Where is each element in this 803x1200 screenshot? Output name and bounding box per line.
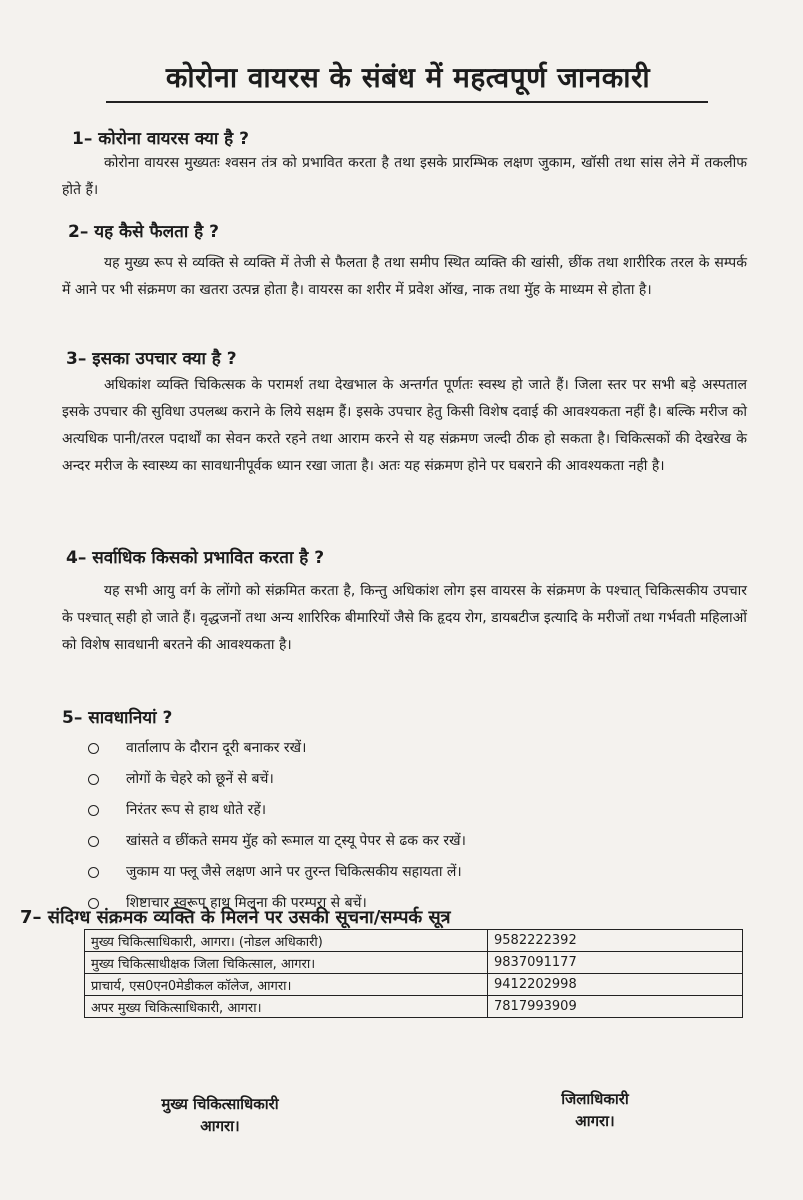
list-item-text: शिष्टाचार स्वरूप हाथ मिलना की परम्परा से बचें। [126,895,367,911]
precautions-heading: 5– सावधानियां ? [62,708,173,728]
table-row [85,974,743,996]
signature-right [500,1088,690,1132]
title-underline [106,101,708,103]
signature-left-designation: मुख्य चिकित्साधिकारी [161,1095,279,1113]
table-row [85,952,743,974]
bullet-circle-icon [88,805,99,816]
section-1-text: कोरोना वायरस मुख्यतः श्वसन तंत्र को प्रभावित करता है तथा इसके प्रारम्भिक लक्षण जुकाम, खॉसी तथा सांस लेने में तकलीफ होते हैं। [62,155,747,198]
section-2-text: यह मुख्य रूप से व्यक्ति से व्यक्ति में तेजी से फैलता है तथा समीप स्थित व्यक्ति की खांसी, छींक तथा शारीरिक तरल के सम्पर्क में आने पर भी संक्रमण का खतरा उत्पन्न होता है। वायरस का शरीर में प्रवेश ऑख, नाक तथा मुॅह के माध्यम से होता है। [62,255,747,298]
list-item-text: खांसते व छींकते समय मुॅह को रूमाल या ट्स्यू पेपर से ढक कर रखें। [126,833,466,849]
bullet-circle-icon [88,743,99,754]
section-4-heading: 4– सर्वाधिक किसको प्रभावित करता है ? [66,548,325,568]
contact-name: अपर मुख्य चिकित्साधिकारी, आगरा। [85,996,488,1018]
list-item-text: निरंतर रूप से हाथ धोते रहें। [126,802,267,818]
contact-name: मुख्य चिकित्साधीक्षक जिला चिकित्साल, आगरा। [85,952,488,974]
bullet-circle-icon [88,867,99,878]
table-row [85,930,743,952]
section-4-text: यह सभी आयु वर्ग के लोंगो को संक्रमित करता है, किन्तु अधिकांश लोग इस वायरस के संक्रमण के पश्चात् चिकित्सकीय उपचार के पश्चात् सही हो जाते हैं। वृद्धजनों तथा अन्य शारिरिक बीमारियों जैसे कि हृदय रोग, डायबटीज इत्यादि के मरीजों तथा गर्भवती महिलाओं को विशेष सावधानी बरतने की आवश्यकता है। [62,583,747,653]
signature-right-place: आगरा। [575,1112,615,1130]
contacts-heading: 7– संदिग्ध संक्रमक व्यक्ति के मिलने पर उसकी सूचना/सम्पर्क सूत्र [20,907,451,928]
contact-phone: 9837091177 [488,952,743,974]
document-title: कोरोना वायरस के संबंध में महत्वपूर्ण जानकारी [165,61,651,94]
list-item [86,766,686,797]
list-item-text: लोगों के चेहरे को छूनें से बचें। [126,771,274,787]
signature-left [120,1093,320,1137]
table-row [85,996,743,1018]
contact-phone: 9582222392 [488,930,743,952]
bullet-circle-icon [88,836,99,847]
list-item [86,828,686,859]
section-3-text: अधिकांश व्यक्ति चिकित्सक के परामर्श तथा देखभाल के अन्तर्गत पूर्णतः स्वस्थ हो जाते हैं। जिला स्तर पर सभी बड़े अस्पताल इसके उपचार की सुविधा उपलब्ध कराने के लिये सक्षम हैं। इसके उपचार हेतु किसी विशेष दवाई की आवश्यकता नहीं है। बल्कि मरीज को अत्यधिक पानी/तरल पदार्थों का सेवन करते रहने तथा आराम करने से यह संक्रमण जल्दी ठीक हो सकता है। चिकित्सकों की देखरेख के अन्दर मरीज के स्वास्थ्य का सावधानीपूर्वक ध्यान रखा जाता है। अतः यह संक्रमण होने पर घबराने की आवश्यकता नही है। [62,377,747,474]
list-item-text: वार्तालाप के दौरान दूरी बनाकर रखें। [126,740,307,756]
signature-left-place: आगरा। [200,1117,240,1135]
list-item-text: जुकाम या फ्लू जैसे लक्षण आने पर तुरन्त चिकित्सकीय सहायता लें। [126,864,462,880]
contact-phone: 7817993909 [488,996,743,1018]
section-3-heading: 3– इसका उपचार क्या है ? [66,349,237,369]
list-item [86,797,686,828]
section-1-heading: 1– कोरोना वायरस क्या है ? [72,129,249,149]
bullet-circle-icon [88,774,99,785]
contact-name: मुख्य चिकित्साधिकारी, आगरा। (नोडल अधिकारी) [85,930,488,952]
contact-phone: 9412202998 [488,974,743,996]
list-item [86,859,686,890]
section-2-heading: 2– यह कैसे फैलता है ? [68,222,219,242]
contacts-table [84,929,743,1018]
precautions-list [86,735,686,921]
list-item [86,735,686,766]
contact-name: प्राचार्य, एस0एन0मेडीकल कॉलेज, आगरा। [85,974,488,996]
signature-right-designation: जिलाधिकारी [561,1090,629,1108]
